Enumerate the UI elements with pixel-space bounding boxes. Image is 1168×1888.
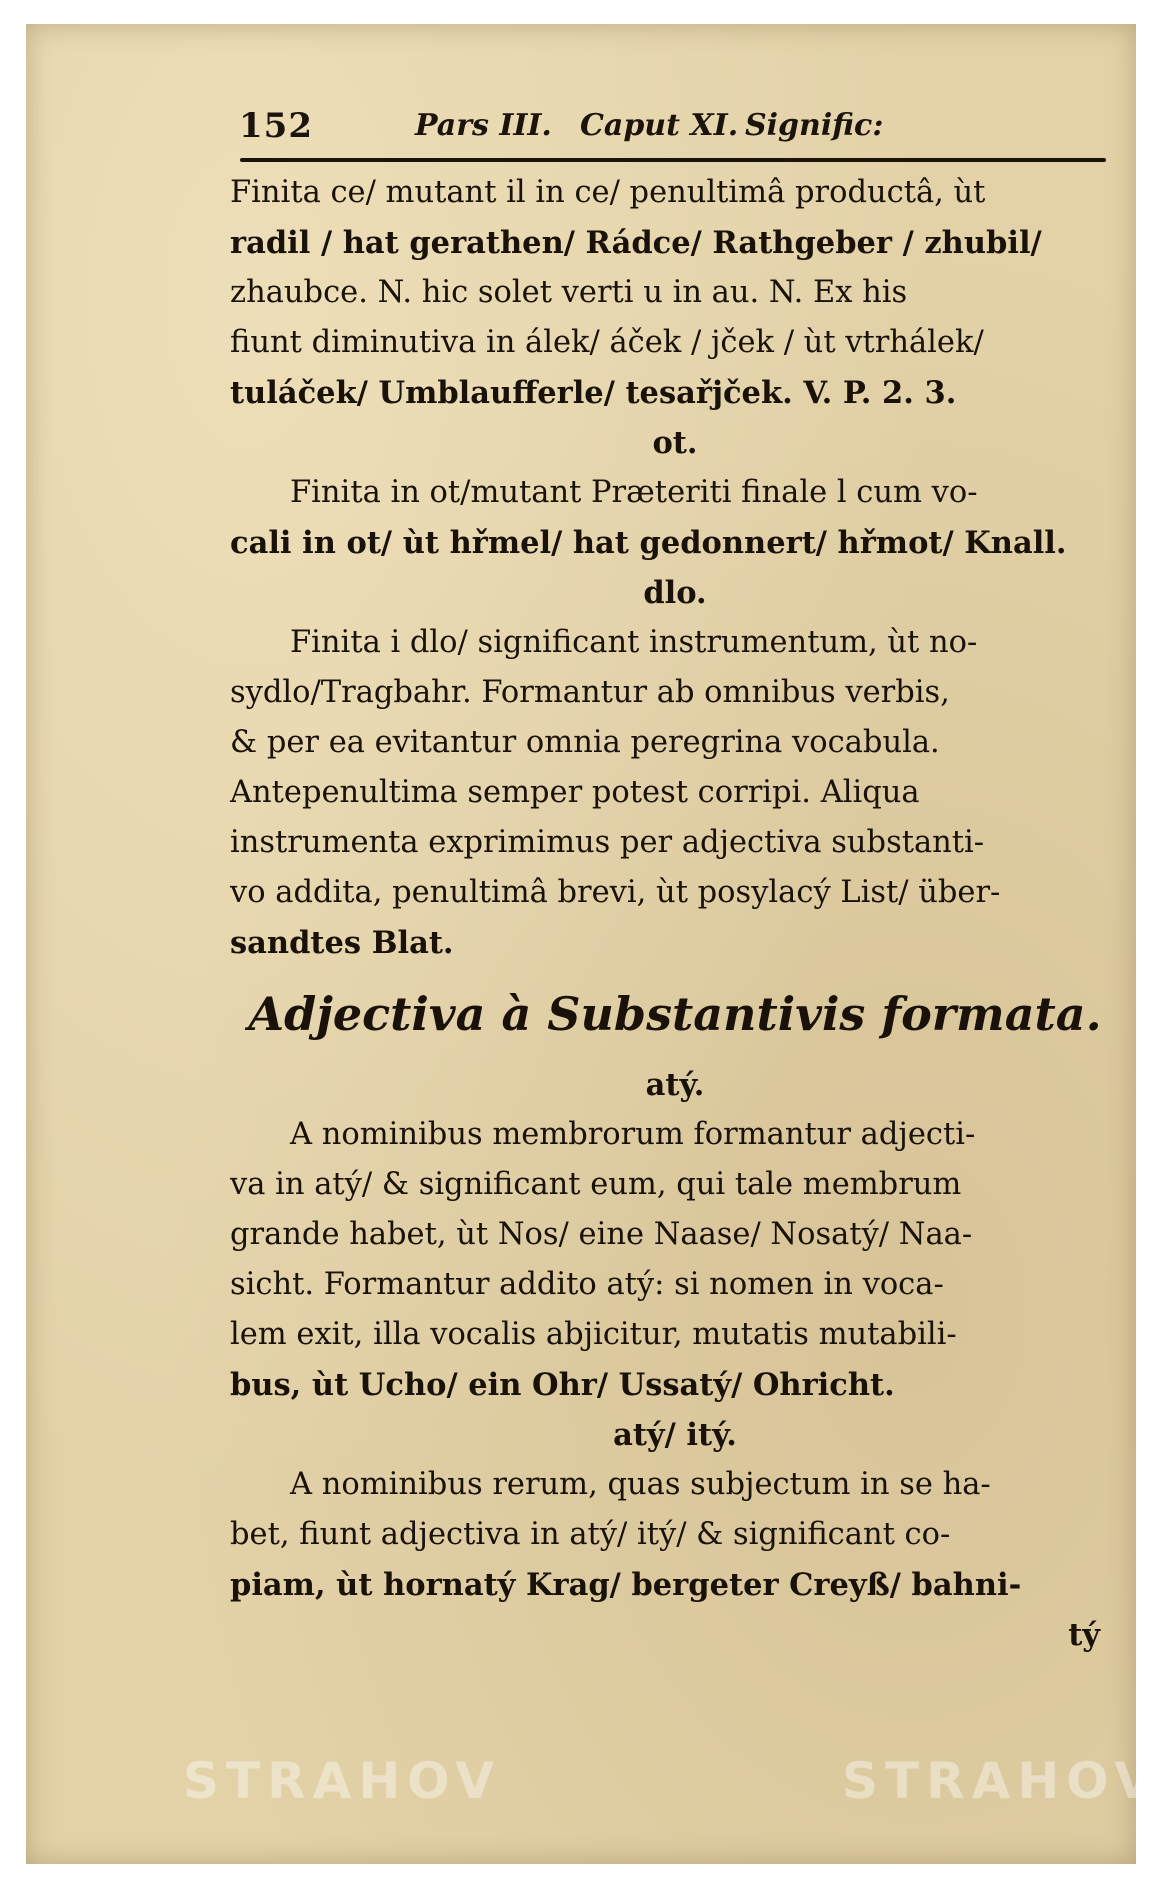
section-heading: Adjectiva à Substantivis formata. xyxy=(248,987,1102,1041)
text-line: bus, ùt Ucho/ ein Ohr/ Ussatý/ Ohricht. xyxy=(230,1367,895,1403)
text-line: Antepenultima semper potest corripi. Aliqua xyxy=(230,775,920,810)
text-line: sicht. Formantur addito atý: si nomen in voca- xyxy=(230,1267,944,1302)
text-line: Finita i dlo/ significant instrumentum, ùt no- xyxy=(290,625,978,660)
text-line: fiunt diminutiva in álek/ áček / jček / ùt vtrhálek/ xyxy=(230,325,984,360)
section-label: atý/ itý. xyxy=(613,1417,737,1453)
page-number: 152 xyxy=(239,106,313,146)
text-line: radil / hat gerathen/ Rádce/ Rathgeber / zhubil/ xyxy=(230,225,1042,261)
strahov-watermark-right: STRAHOV xyxy=(842,1752,1161,1810)
text-line: va in atý/ & significant eum, qui tale membrum xyxy=(230,1167,962,1202)
text-line: vo addita, penultimâ brevi, ùt posylacý List/ über- xyxy=(230,875,1001,910)
running-head-pars: Pars III. xyxy=(415,108,552,143)
text-line: Finita ce/ mutant il in ce/ penultimâ productâ, ùt xyxy=(230,175,986,210)
text-line: A nominibus membrorum formantur adjecti- xyxy=(290,1117,976,1152)
text-line: zhaubce. N. hic solet verti u in au. N. Ex his xyxy=(230,275,908,310)
page-header xyxy=(225,102,1125,152)
text-line: A nominibus rerum, quas subjectum in se ha- xyxy=(290,1467,991,1502)
section-label: ot. xyxy=(652,425,698,461)
strahov-watermark-left: STRAHOV xyxy=(183,1752,502,1810)
text-line: tý xyxy=(1068,1617,1100,1653)
text-line: bet, fiunt adjectiva in atý/ itý/ & significant co- xyxy=(230,1517,951,1552)
text-line: tuláček/ Umblaufferle/ tesařjček. V. P. 2. 3. xyxy=(230,375,957,411)
text-line: piam, ùt hornatý Krag/ bergeter Creyß/ bahni- xyxy=(230,1567,1022,1603)
section-label: atý. xyxy=(645,1067,705,1103)
text-line: cali in ot/ ùt hřmel/ hat gedonnert/ hřmot/ Knall. xyxy=(230,525,1067,561)
text-line: Finita in ot/mutant Præteriti finale l cum vo- xyxy=(290,475,978,510)
text-line: instrumenta exprimimus per adjectiva substanti- xyxy=(230,825,985,860)
text-line: & per ea evitantur omnia peregrina vocabula. xyxy=(230,725,940,760)
running-head-caput: Caput XI. xyxy=(580,108,739,143)
text-line: sandtes Blat. xyxy=(230,925,454,961)
header-rule xyxy=(240,158,1106,162)
section-label: dlo. xyxy=(643,575,707,611)
text-line: lem exit, illa vocalis abjicitur, mutatis mutabili- xyxy=(230,1317,957,1352)
text-line: grande habet, ùt Nos/ eine Naase/ Nosatý/ Naa- xyxy=(230,1217,973,1252)
page-body xyxy=(230,168,1120,1660)
text-line: sydlo/Tragbahr. Formantur ab omnibus verbis, xyxy=(230,675,950,710)
running-head-signific: Signific: xyxy=(745,108,884,143)
